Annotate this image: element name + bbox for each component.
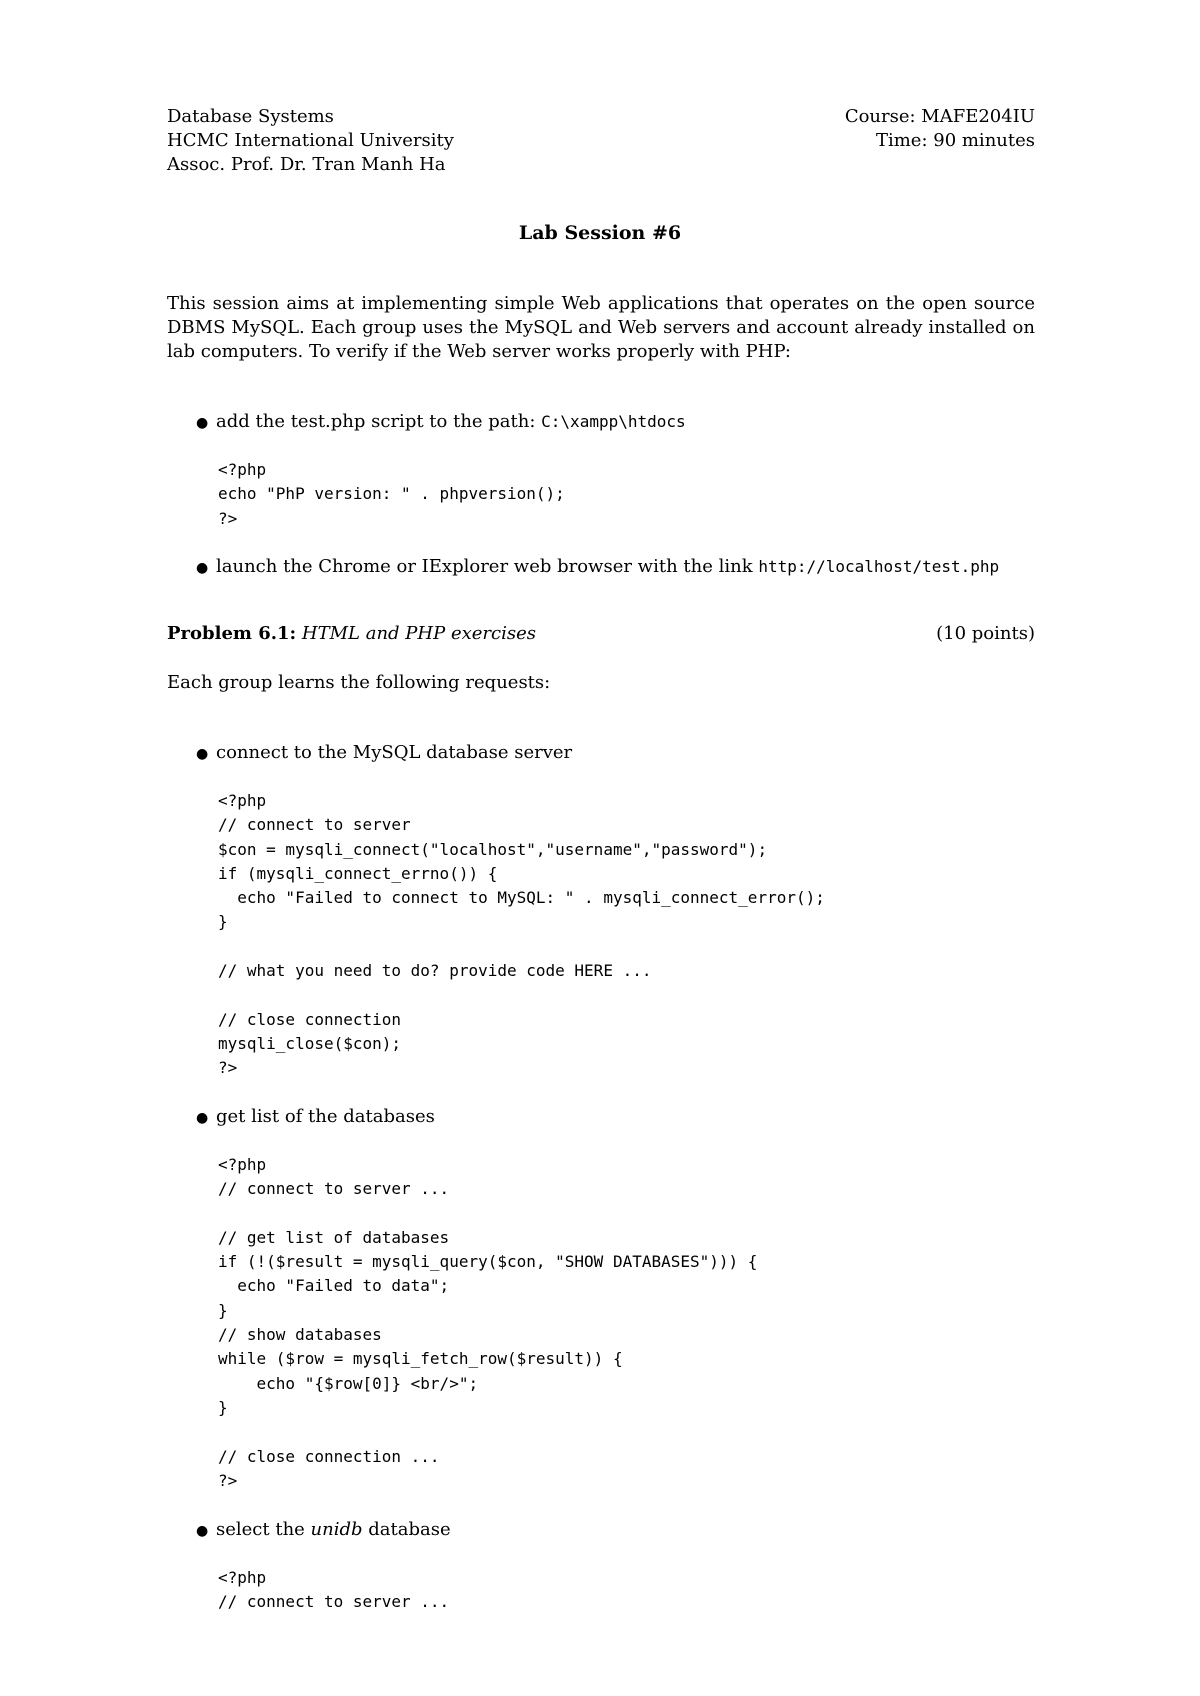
database-name: unidb: [310, 1519, 363, 1540]
page-title: Lab Session #6: [518, 222, 682, 244]
header-left: [167, 105, 454, 177]
list-item-select-db: [196, 1518, 451, 1543]
list-item-launch-browser: [196, 555, 999, 580]
header-instructor: Assoc. Prof. Dr. Tran Manh Ha: [167, 154, 446, 175]
list-item-text: add the test.php script to the path:: [216, 411, 542, 432]
intro-paragraph: This session aims at implementing simple Web applications that operates on the open source DBMS MySQL. Each group uses the MySQL and Web servers and account already installed on lab computers. To verify if the Web server works properly with PHP:: [167, 293, 1035, 362]
bullet-icon: ●: [196, 1523, 209, 1539]
problem-intro: Each group learns the following requests:: [167, 672, 551, 693]
header-time: Time: 90 minutes: [875, 130, 1035, 151]
code-block-select-db: <?php // connect to server ...: [218, 1568, 450, 1612]
list-item-text: launch the Chrome or IExplorer web browser with the link: [216, 556, 759, 577]
header-course: Course: MAFE204IU: [844, 106, 1035, 127]
bullet-icon: ●: [196, 415, 209, 431]
problem-heading: [167, 622, 1035, 646]
path-text: C:\xampp\htdocs: [541, 412, 686, 431]
code-block-test-php: <?php echo "PhP version: " . phpversion(); ?>: [218, 460, 565, 528]
header-subject: Database Systems: [167, 106, 334, 127]
list-item-text: connect to the MySQL database server: [216, 742, 573, 763]
problem-label: Problem 6.1:: [167, 623, 297, 644]
list-item-text: get list of the databases: [216, 1106, 435, 1127]
problem-points: (10 points): [936, 623, 1035, 644]
problem-title: HTML and PHP exercises: [301, 623, 536, 644]
bullet-icon: ●: [196, 1110, 209, 1126]
bullet-icon: ●: [196, 560, 209, 576]
localhost-link[interactable]: http://localhost/test.php: [758, 557, 1000, 576]
list-item-setup-script: [196, 410, 686, 435]
list-item-text: select the: [216, 1519, 311, 1540]
header-university: HCMC International University: [167, 130, 454, 151]
code-block-list-databases: <?php // connect to server ... // get list of databases if (!($result = mysqli_query($con, "SHOW DATABASES"))) { echo "Failed to data"; } // show databases while ($row = mysqli_fetch_row($result)) { echo "{$row[0]} <br/>"; } // close connection ... ?>: [218, 1155, 758, 1490]
list-item-connect: [196, 741, 572, 766]
header-right: [845, 105, 1035, 153]
bullet-icon: ●: [196, 746, 209, 762]
code-block-connect: <?php // connect to server $con = mysqli_connect("localhost","username","password"); if (mysqli_connect_errno()) { echo "Failed to connect to MySQL: " . mysqli_connect_error(); } // what you need to do? provide code HERE ... // close connection mysqli_close($con); ?>: [218, 791, 825, 1078]
list-item-list-databases: [196, 1105, 435, 1130]
list-item-text-suffix: database: [362, 1519, 451, 1540]
